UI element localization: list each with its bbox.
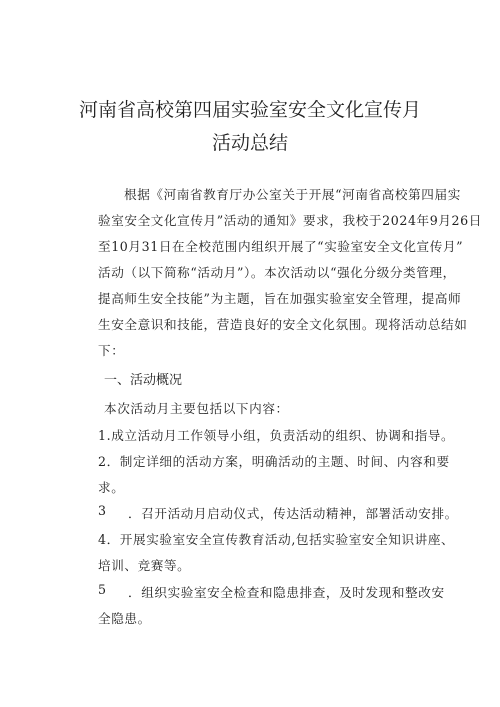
intro-line-3: 至10月31日在全校范围内组织开展了“实验室安全文化宣传月” bbox=[98, 239, 464, 254]
intro-line-4: 活动（以下简称“活动月”）。本次活动以“强化分级分类管理， bbox=[98, 265, 456, 280]
list-item-5-continuation: 全隐患。 bbox=[98, 611, 151, 626]
list-item-2: 2．制定详细的活动方案，明确活动的主题、时间、内容和要 bbox=[98, 454, 450, 469]
document-title-line-1: 河南省高校第四届实验室安全文化宣传月 bbox=[78, 99, 421, 121]
document-title-line-2: 活动总结 bbox=[211, 132, 288, 154]
intro-line-7: 下： bbox=[98, 343, 125, 358]
list-item-2-continuation: 求。 bbox=[98, 480, 125, 495]
intro-line-6: 生安全意识和技能，营造良好的安全文化氛围。现将活动总结如 bbox=[98, 317, 468, 332]
list-item-4: 4．开展实验室安全宣传教育活动,包括实验室安全知识讲座、 bbox=[98, 532, 455, 547]
list-item-4-continuation: 培训、竞赛等。 bbox=[98, 558, 191, 573]
section-heading: 一、活动概况 bbox=[104, 373, 183, 388]
intro-line-1: 根据《河南省教育厅办公室关于开展“河南省高校第四届实 bbox=[124, 187, 461, 202]
list-item-3: ．召开活动月启动仪式，传达活动精神，部署活动安排。 bbox=[128, 506, 458, 521]
list-item-1: 1.成立活动月工作领导小组，负责活动的组织、协调和指导。 bbox=[98, 428, 455, 443]
intro-line-2: 验室安全文化宣传月”活动的通知》要求，我校于2024年9月26日 bbox=[98, 213, 482, 228]
section-lead: 本次活动月主要包括以下内容： bbox=[104, 401, 289, 416]
list-item-5: ．组织实验室安全检查和隐患排查，及时发现和整改安 bbox=[128, 585, 445, 600]
list-item-3-number: 3 bbox=[98, 503, 107, 518]
list-item-5-number: 5 bbox=[98, 582, 107, 597]
intro-line-5: 提高师生安全技能”为主题，旨在加强实验室安全管理，提高师 bbox=[98, 291, 462, 306]
